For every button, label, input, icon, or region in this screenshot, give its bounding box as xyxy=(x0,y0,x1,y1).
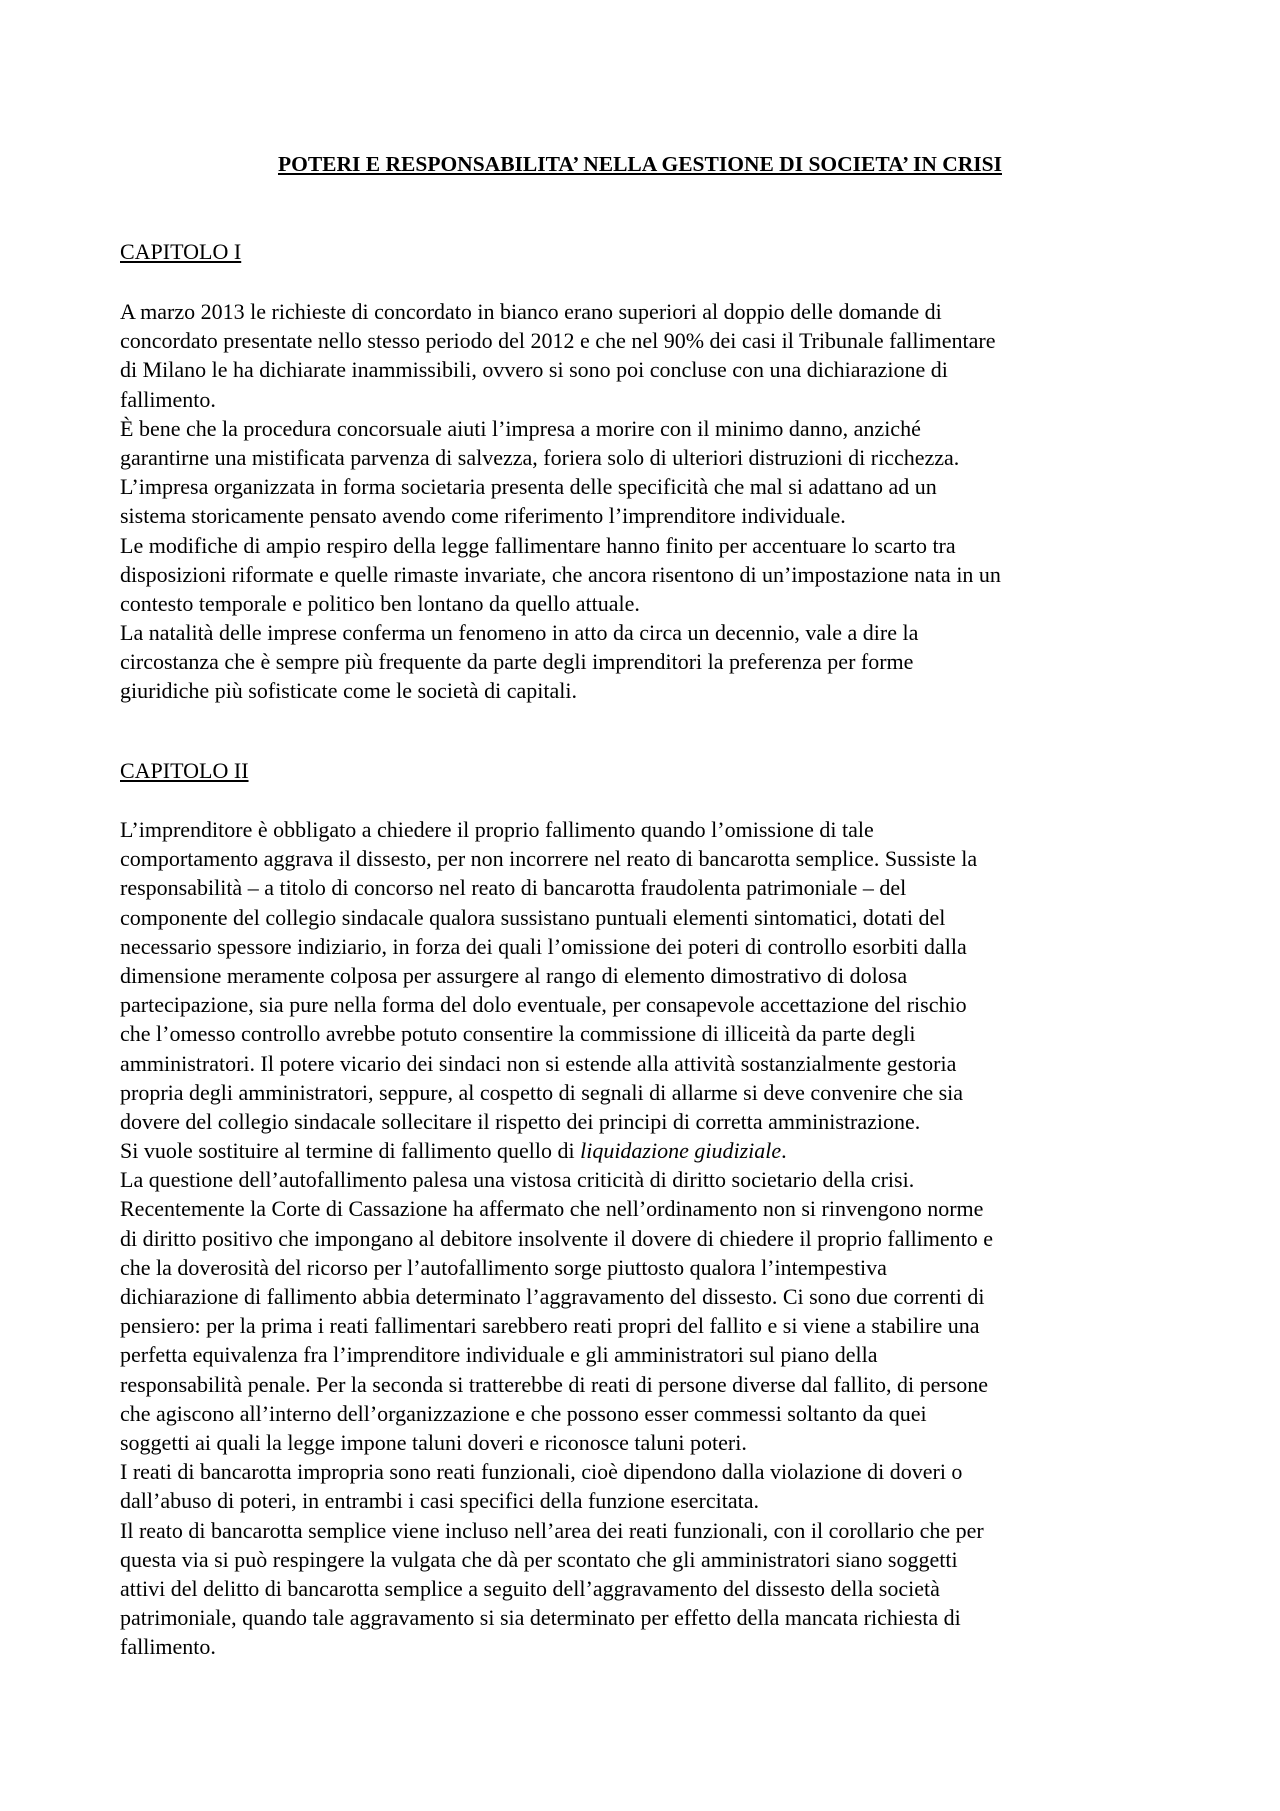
paragraph-line: giuridiche più sofisticate come le società di capitali. xyxy=(120,678,577,704)
paragraph-line: garantirne una mistificata parvenza di salvezza, foriera solo di ulteriori distruzioni di ricchezza. xyxy=(120,444,960,470)
paragraph-line xyxy=(120,1136,1170,1165)
paragraph-line: L’impresa organizzata in forma societaria presenta delle specificità che mal si adattano ad un xyxy=(120,474,937,500)
paragraph-line: soggetti ai quali la legge impone taluni doveri e riconosce taluni poteri. xyxy=(120,1429,747,1455)
paragraph-line: necessario spessore indiziario, in forza dei quali l’omissione dei poteri di controllo esorbiti dalla xyxy=(120,933,967,959)
paragraph-line: di diritto positivo che impongano al debitore insolvente il dovere di chiedere il proprio fallimento e xyxy=(120,1225,994,1251)
paragraph-line: circostanza che è sempre più frequente da parte degli imprenditori la preferenza per forme xyxy=(120,649,914,675)
paragraph-line: concordato presentate nello stesso periodo del 2012 e che nel 90% dei casi il Tribunale fallimentare xyxy=(120,328,996,354)
paragraph-line: che l’omesso controllo avrebbe potuto consentire la commissione di illiceità da parte degli xyxy=(120,1021,916,1047)
paragraph-line: propria degli amministratori, seppure, al cospetto di segnali di allarme si deve convenire che sia xyxy=(120,1079,964,1105)
paragraph-line: fallimento. xyxy=(120,386,216,412)
paragraph-line: comportamento aggrava il dissesto, per non incorrere nel reato di bancarotta semplice. Sussiste la xyxy=(120,846,978,872)
paragraph-line: fallimento. xyxy=(120,1634,216,1660)
paragraph-line: responsabilità penale. Per la seconda si tratterebbe di reati di persone diverse dal fallito, di persone xyxy=(120,1371,989,1397)
paragraph-line: pensiero: per la prima i reati fallimentari sarebbero reati propri del fallito e si viene a stabilire una xyxy=(120,1313,980,1339)
paragraph-line: A marzo 2013 le richieste di concordato in bianco erano superiori al doppio delle domande di xyxy=(120,299,942,324)
paragraph-line: perfetta equivalenza fra l’imprenditore individuale e gli amministratori sul piano della xyxy=(120,1342,878,1368)
paragraph-line: partecipazione, sia pure nella forma del dolo eventuale, per consapevole accettazione del rischio xyxy=(120,992,967,1018)
paragraph-text: Si vuole sostituire al termine di fallimento quello di xyxy=(120,1138,581,1164)
paragraph-line: dichiarazione di fallimento abbia determinato l’aggravamento del dissesto. Ci sono due correnti di xyxy=(120,1284,985,1309)
paragraph-line: dovere del collegio sindacale sollecitare il rispetto dei principi di corretta amministrazione. xyxy=(120,1108,921,1134)
paragraph-line: Recentemente la Corte di Cassazione ha affermato che nell’ordinamento non si rinvengono norme xyxy=(120,1196,984,1222)
chapter-2-body xyxy=(120,815,1170,1661)
paragraph-line: La natalità delle imprese conferma un fenomeno in atto da circa un decennio, vale a dire la xyxy=(120,620,919,646)
paragraph-line: Il reato di bancarotta semplice viene incluso nell’area dei reati funzionali, con il corollario che per xyxy=(120,1517,984,1543)
paragraph-line: dall’abuso di poteri, in entrambi i casi specifici della funzione esercitata. xyxy=(120,1488,759,1514)
paragraph-line: I reati di bancarotta impropria sono reati funzionali, cioè dipendono dalla violazione di doveri o xyxy=(120,1459,963,1485)
paragraph-line: di Milano le ha dichiarate inammissibili, ovvero si sono poi concluse con una dichiarazione di xyxy=(120,357,948,383)
document-title: POTERI E RESPONSABILITA’ NELLA GESTIONE DI SOCIETA’ IN CRISI xyxy=(277,152,1002,176)
paragraph-line: L’imprenditore è obbligato a chiedere il proprio fallimento quando l’omissione di tale xyxy=(120,817,874,842)
paragraph-line: dimensione meramente colposa per assurgere al rango di elemento dimostrativo di dolosa xyxy=(120,962,908,988)
paragraph-line: che la doverosità del ricorso per l’autofallimento sorge piuttosto qualora l’intempestiva xyxy=(120,1254,887,1280)
paragraph-line: componente del collegio sindacale qualora sussistano puntuali elementi sintomatici, dotati del xyxy=(120,904,946,930)
paragraph-line: sistema storicamente pensato avendo come riferimento l’imprenditore individuale. xyxy=(120,503,846,529)
paragraph-line: La questione dell’autofallimento palesa una vistosa criticità di diritto societario della crisi. xyxy=(120,1167,915,1193)
paragraph-line: amministratori. Il potere vicario dei sindaci non si estende alla attività sostanzialmente gestoria xyxy=(120,1050,957,1076)
paragraph-line: questa via si può respingere la vulgata che dà per scontato che gli amministratori siano soggetti xyxy=(120,1546,958,1572)
paragraph-line: È bene che la procedura concorsuale aiuti l’impresa a morire con il minimo danno, anziché xyxy=(120,415,921,441)
italic-term: liquidazione giudiziale xyxy=(580,1138,782,1164)
paragraph-line: Le modifiche di ampio respiro della legge fallimentare hanno finito per accentuare lo scarto tra xyxy=(120,532,956,558)
paragraph-line: responsabilità – a titolo di concorso nel reato di bancarotta fraudolenta patrimoniale – del xyxy=(120,875,907,901)
paragraph-line: disposizioni riformate e quelle rimaste invariate, che ancora risentono di un’impostazione nata in un xyxy=(120,561,1001,587)
paragraph-line: patrimoniale, quando tale aggravamento si sia determinato per effetto della mancata richiesta di xyxy=(120,1605,961,1631)
chapter-2-heading: CAPITOLO II xyxy=(120,758,249,783)
paragraph-line: attivi del delitto di bancarotta semplice a seguito dell’aggravamento del dissesto della società xyxy=(120,1575,940,1601)
paragraph-line: contesto temporale e politico ben lontano da quello attuale. xyxy=(120,590,640,616)
chapter-1-heading: CAPITOLO I xyxy=(120,239,242,264)
paragraph-text: . xyxy=(781,1138,787,1164)
chapter-1-body xyxy=(120,297,1170,706)
paragraph-line: che agiscono all’interno dell’organizzazione e che possono esser commessi soltanto da quei xyxy=(120,1400,927,1426)
